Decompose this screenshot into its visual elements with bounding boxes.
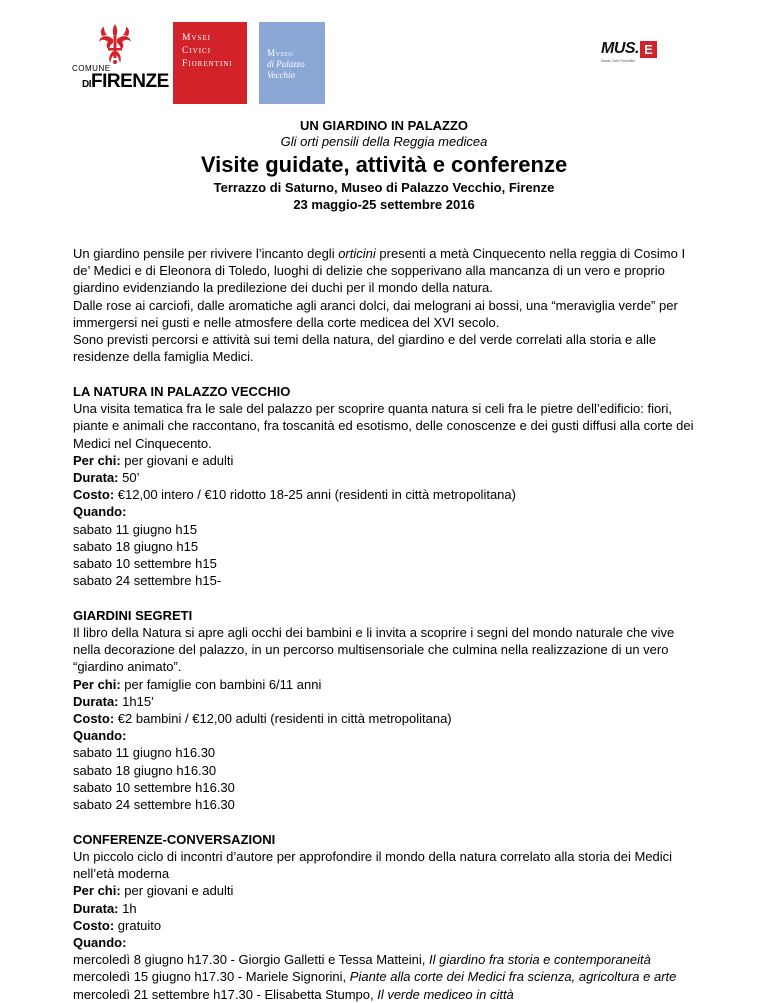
costo-row [73, 710, 713, 727]
date-item: sabato 24 settembre h15- [73, 573, 222, 589]
intro-italic: orticini [338, 246, 376, 261]
intro-text: Un giardino pensile per rivivere l’incanto degli [73, 246, 339, 261]
per-chi-value: per giovani e adulti [120, 452, 234, 468]
per-chi-label: Per chi: [73, 676, 121, 692]
muse-logo [601, 40, 661, 66]
logo-line-1: Mvseo [267, 48, 294, 58]
event-when: mercoledì 15 giugno h17.30 - Mariele Signorini, [73, 969, 350, 985]
section-desc-line: Una visita tematica fra le sale del palazzo per scoprire quanta natura si celi fra le pietre dell’edificio: fiori, [73, 401, 673, 417]
event-talk-title: Il verde mediceo in città [377, 986, 514, 1002]
durata-label: Durata: [73, 900, 119, 916]
durata-value: 1h15’ [118, 693, 154, 709]
date-item: sabato 24 settembre h16.30 [73, 797, 235, 813]
muse-wordmark: MUS. [601, 40, 639, 57]
durata-row [73, 469, 713, 486]
intro-line: Sono previsti percorsi e attività sui temi della natura, del giardino e del verde correlati alla storia e alle [73, 332, 657, 348]
location: Terrazzo di Saturno, Museo di Palazzo Vecchio, Firenze [213, 180, 555, 195]
per-chi-label: Per chi: [73, 883, 121, 899]
intro-line: Dalle rose ai carciofi, dalle aromatiche agli aranci dolci, dai melograni ai bossi, una “meraviglia verde” per [73, 297, 678, 313]
logo-line-1: Mvsei [182, 33, 212, 43]
header-logos [0, 0, 768, 110]
section-desc-line: nell’età moderna [73, 866, 170, 882]
durata-value: 50’ [118, 469, 140, 485]
logo-line-3: Vecchio [267, 70, 295, 80]
costo-label: Costo: [73, 487, 115, 503]
per-chi-label: Per chi: [73, 452, 121, 468]
event-talk-title: Il giardino fra storia e contemporaneità [429, 952, 651, 968]
event-item [73, 968, 713, 985]
date-item: sabato 18 giugno h15 [73, 538, 199, 554]
section-heading: LA NATURA IN PALAZZO VECCHIO [73, 383, 291, 399]
muse-e-box: E [640, 41, 657, 58]
section-desc-line: Il libro della Natura si apre agli occhi dei bambini e li invita a scoprire i segni del mondo naturale che vive [73, 625, 675, 641]
quando-label: Quando: [73, 728, 127, 744]
date-item: sabato 11 giugno h15 [73, 521, 198, 537]
intro-line: immergersi nei gusti e nelle atmosfere della corte medicea del XVI secolo. [73, 314, 500, 330]
document-body [73, 245, 713, 1003]
date-item: sabato 18 giugno h16.30 [73, 762, 217, 778]
intro-line [73, 245, 713, 262]
costo-value: gratuito [114, 917, 162, 933]
section-heading: GIARDINI SEGRETI [73, 607, 193, 623]
intro-paragraph [73, 245, 713, 365]
section-desc-line: piante e animali che raccontano, fra toscanità ed esotismo, delle conoscenze e dei gusti diffusi alla corte dei [73, 418, 694, 434]
durata-label: Durata: [73, 693, 119, 709]
date-item: sabato 11 giugno h16.30 [73, 745, 216, 761]
section-natura [73, 383, 713, 589]
logo-line-2: Civici [182, 46, 212, 56]
event-item [73, 986, 713, 1003]
durata-row [73, 693, 713, 710]
event-when: mercoledì 21 settembre h17.30 - Elisabetta Stumpo, [73, 986, 378, 1002]
date-item: sabato 10 settembre h16.30 [73, 779, 235, 795]
intro-line: residenze della famiglia Medici. [73, 349, 254, 365]
section-desc-line: nella decorazione del palazzo, in un percorso multisensoriale che culmina nella realizzazione di un vero [73, 642, 669, 658]
comune-di-firenze-logo [72, 22, 169, 92]
costo-row [73, 486, 713, 503]
quando-label: Quando: [73, 935, 127, 951]
costo-value: €12,00 intero / €10 ridotto 18-25 anni (residenti in città metropolitana) [114, 487, 516, 503]
quando-label: Quando: [73, 504, 127, 520]
per-chi-row [73, 452, 713, 469]
event-subtitle: Gli orti pensili della Reggia medicea [280, 134, 488, 149]
costo-row [73, 917, 713, 934]
per-chi-row [73, 676, 713, 693]
section-desc-line: “giardino animato”. [73, 659, 182, 675]
section-conferenze [73, 831, 713, 1003]
comune-label: COMUNE [72, 64, 111, 73]
page-title: Visite guidate, attività e conferenze [200, 152, 568, 177]
section-desc-line: Medici nel Cinquecento. [73, 435, 212, 451]
per-chi-value: per giovani e adulti [120, 883, 234, 899]
museo-palazzo-vecchio-logo [259, 22, 325, 104]
florentine-lily-icon [96, 22, 134, 66]
per-chi-value: per famiglie con bambini 6/11 anni [120, 676, 322, 692]
section-heading: CONFERENZE-CONVERSAZIONI [73, 831, 276, 847]
durata-value: 1h [118, 900, 137, 916]
musei-civici-fiorentini-logo [173, 22, 247, 104]
date-item: sabato 10 settembre h15 [73, 555, 217, 571]
section-desc-line: Un piccolo ciclo di incontri d’autore per approfondire il mondo della natura correlato alla storia dei Medici [73, 849, 673, 864]
event-title: UN GIARDINO IN PALAZZO [299, 118, 469, 133]
logo-line-3: Fiorentini [182, 59, 233, 69]
title-block [0, 117, 768, 213]
firenze-label: FIRENZE [91, 71, 169, 92]
date-range: 23 maggio-25 settembre 2016 [293, 197, 475, 212]
costo-value: €2 bambini / €12,00 adulti (residenti in città metropolitana) [114, 711, 452, 727]
durata-label: Durata: [73, 469, 119, 485]
event-when: mercoledì 8 giugno h17.30 - Giorgio Galletti e Tessa Matteini, [73, 952, 430, 968]
section-giardini [73, 607, 713, 813]
event-item [73, 951, 713, 968]
logo-line-2: di Palazzo [267, 59, 305, 69]
costo-label: Costo: [73, 711, 115, 727]
costo-label: Costo: [73, 917, 115, 933]
firenze-wordmark [82, 72, 169, 91]
event-talk-title: Piante alla corte dei Medici fra scienza, agricoltura e arte [349, 969, 677, 985]
muse-subtitle: Musei Civici Fiorentini [601, 59, 636, 63]
durata-row [73, 900, 713, 917]
di-label: DI [82, 79, 91, 90]
per-chi-row [73, 882, 713, 899]
intro-text: presenti a metà Cinquecento nella reggia di Cosimo I [375, 246, 686, 261]
intro-line: de’ Medici e di Eleonora di Toledo, luoghi di delizie che sopperivano alla mancanza di un vero e proprio [73, 263, 665, 279]
intro-line: giardino evidenziando la predilezione dei duchi per il mondo della natura. [73, 280, 493, 296]
